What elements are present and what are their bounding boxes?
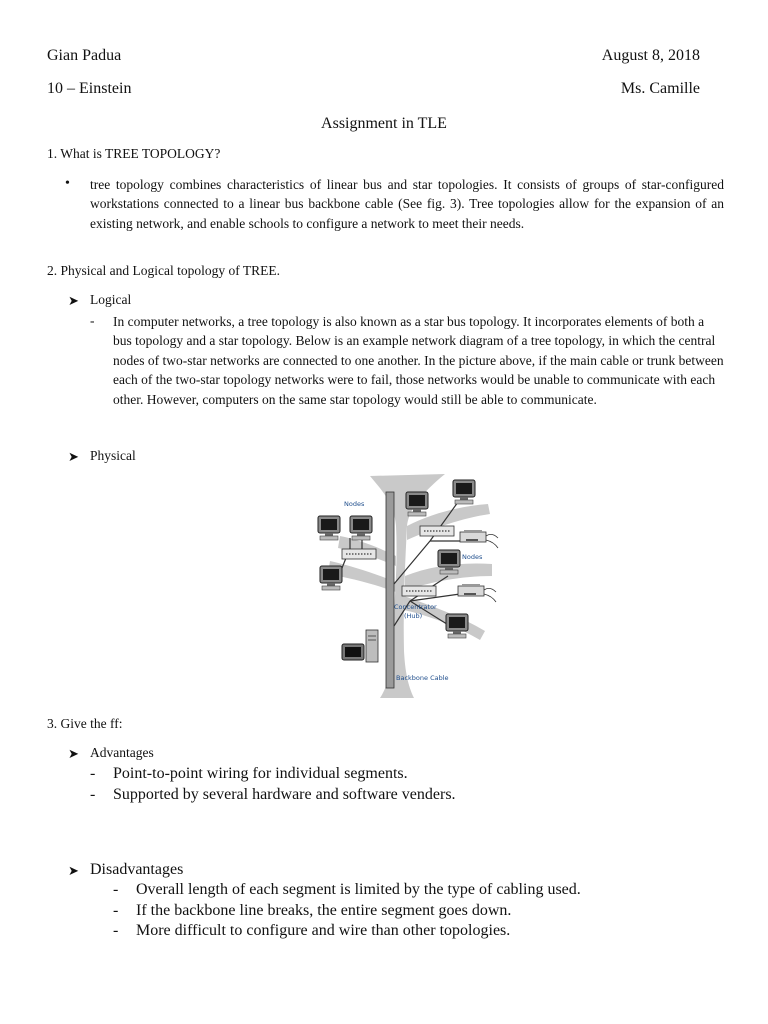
disadvantage-text: If the backbone line breaks, the entire segment goes down.: [136, 901, 512, 919]
student-name: Gian Padua: [47, 47, 122, 64]
backbone-cable: [386, 492, 394, 688]
teacher-name: Ms. Camille: [620, 80, 700, 97]
computer-icon: [320, 566, 342, 590]
dash-icon: -: [90, 785, 96, 803]
physical-label: Physical: [90, 448, 136, 463]
concentrator-label: Concentrator: [394, 603, 437, 611]
assignment-date: August 8, 2018: [601, 47, 700, 64]
list-item: [113, 880, 581, 901]
hub-label: (Hub): [404, 612, 423, 620]
computer-icon: [350, 516, 372, 540]
logical-label: Logical: [90, 292, 132, 307]
arrow-bullet-icon: ➤: [68, 293, 79, 308]
list-item: [113, 901, 581, 922]
computer-icon: [318, 516, 340, 540]
student-section: 10 – Einstein: [47, 80, 132, 97]
list-item: [113, 921, 581, 942]
dash-icon: -: [113, 901, 119, 919]
advantage-text: Point-to-point wiring for individual segments.: [113, 765, 408, 782]
question-2: 2. Physical and Logical topology of TREE.: [47, 263, 280, 278]
question-1: 1. What is TREE TOPOLOGY?: [47, 146, 221, 161]
bullet-icon: •: [65, 176, 70, 191]
dash-icon: -: [113, 922, 119, 939]
concentrator-hub-icon: [402, 586, 436, 596]
disadvantage-text: More difficult to configure and wire than other topologies.: [136, 922, 511, 939]
disadvantages-list: [113, 880, 581, 942]
printer-icon: [460, 530, 486, 542]
list-item: [90, 764, 456, 785]
dash-icon: -: [90, 313, 95, 328]
tree-topology-diagram: [310, 466, 510, 702]
dash-icon: -: [90, 765, 96, 782]
arrow-bullet-icon: ➤: [68, 863, 79, 878]
answer-1: tree topology combines characteristics of linear bus and star topologies. It consists of groups of star-configured workstations connected to a linear bus backbone cable (See fig. 3). Tree topologies allow for the expansion of an existing network, and enable schools to configure a network to meet their needs.: [90, 177, 724, 231]
server-icon: [342, 630, 378, 662]
arrow-bullet-icon: ➤: [68, 746, 79, 761]
computer-icon: [446, 614, 468, 638]
backbone-cable-label: Backbone Cable: [396, 674, 449, 682]
advantage-text: Supported by several hardware and software venders.: [113, 785, 456, 803]
computer-icon: [438, 550, 460, 574]
list-item: [90, 785, 456, 806]
nodes-label: Nodes: [462, 553, 483, 561]
question-3: 3. Give the ff:: [47, 716, 123, 731]
computer-icon: [453, 480, 475, 504]
hub-left-icon: [342, 549, 376, 559]
advantages-label: Advantages: [90, 745, 154, 760]
nodes-label: Nodes: [344, 500, 365, 508]
arrow-bullet-icon: ➤: [68, 449, 79, 464]
dash-icon: -: [113, 881, 119, 898]
advantages-list: [90, 764, 456, 805]
logical-description: In computer networks, a tree topology is also known as a star bus topology. It incorporates elements of both a bus topology and a star topology. Below is an example network diagram of a tree topology, in which the central nodes of two-star networks are connected to one another. In the picture above, if the main cable or trunk between each of the two-star topology networks were to fail, those networks would be unable to communicate with each other. However, computers on the same star topology would still be able to communicate.: [113, 314, 724, 407]
computer-icon: [406, 492, 428, 516]
page-title: Assignment in TLE: [321, 115, 447, 132]
printer-icon: [458, 584, 484, 596]
disadvantage-text: Overall length of each segment is limited by the type of cabling used.: [136, 881, 581, 898]
disadvantages-label: Disadvantages: [90, 861, 184, 878]
hub-upper-right-icon: [420, 526, 454, 536]
